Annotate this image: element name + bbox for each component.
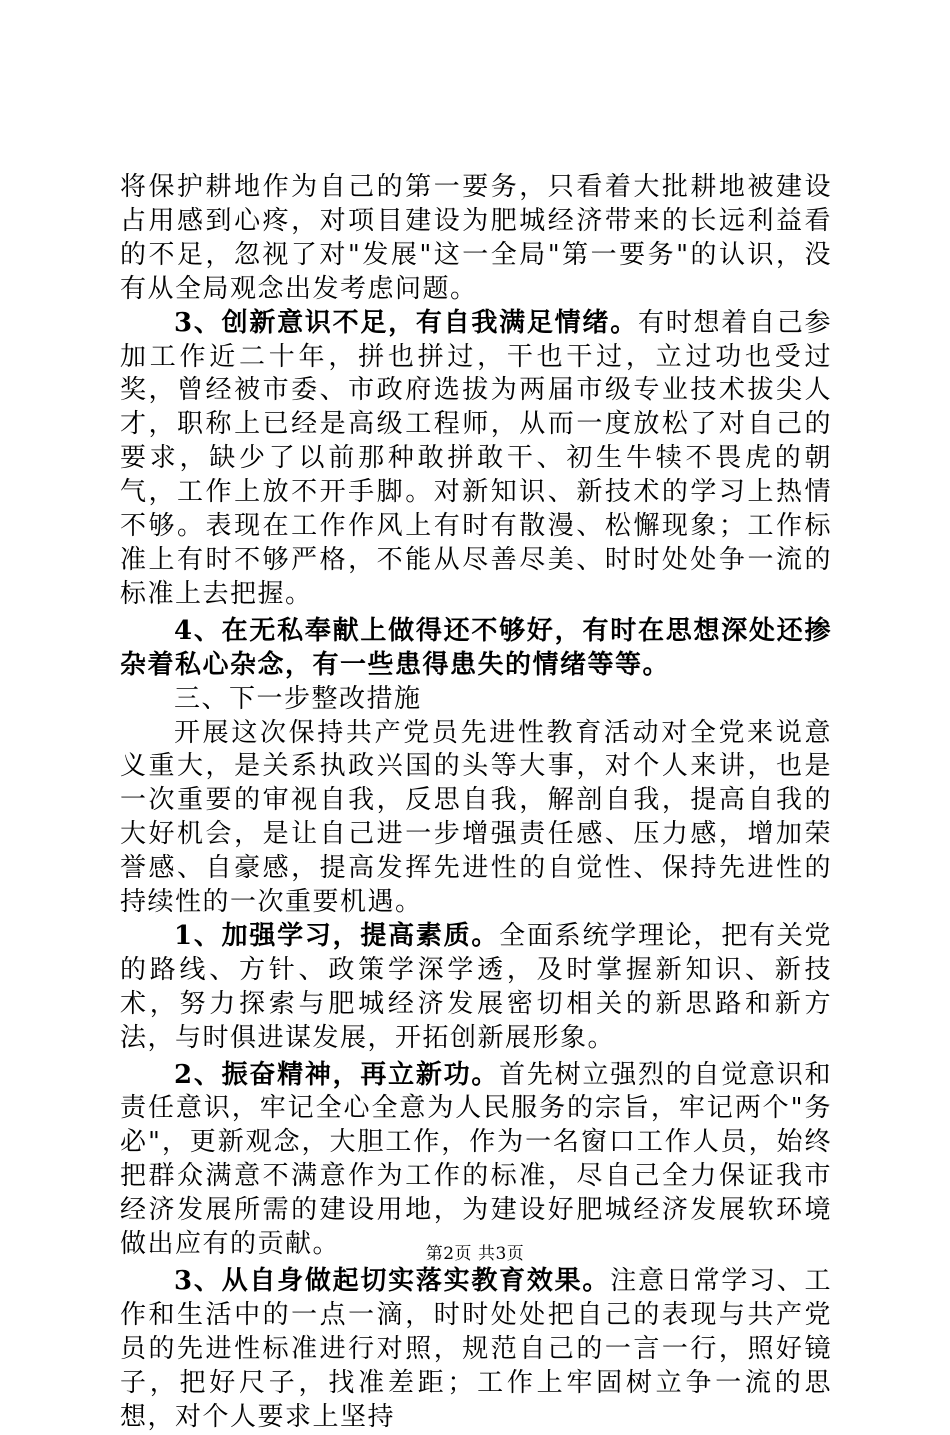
paragraph-self <box>120 1265 832 1435</box>
section-heading <box>120 683 832 717</box>
paragraph-heading: 3、从自身做起切实落实教育效果。 <box>174 1266 611 1296</box>
paragraph-text: 有时想着自己参加工作近二十年，拼也拼过，干也干过，立过功也受过奖，曾经被市委、市政府选拔为两届市级专业技术拔尖人才，职称上已经是高级工程师，从而一度放松了对自己的要求，缺少了以前那种敢拼敢干、初生牛犊不畏虎的朝气，工作上放不开手脚。对新知识、新技术的学习上热情不够。表现在工作作风上有时有散漫、松懈现象；工作标准上有时不够严格，不能从尽善尽美、时时处处争一流的标准上去把握。 <box>120 307 832 609</box>
paragraph-intro <box>120 717 832 920</box>
paragraph-innovation <box>120 307 832 612</box>
paragraph-heading: 1、加强学习，提高素质。 <box>174 920 500 951</box>
page-number: 第2页 共3页 <box>425 1244 525 1264</box>
paragraph-text: 首先树立强烈的自觉意识和责任意识，牢记全心全意为人民服务的宗旨，牢记两个"务必"，更新观念，大胆工作，作为一名窗口工作人员，始终把群众满意不满意作为工作的标准，尽自己全力保证我市经济发展所需的建设用地，为建设好肥城经济发展软环境做出应有的贡献。 <box>120 1059 832 1260</box>
paragraph-dedication <box>120 615 832 683</box>
paragraph-spirit <box>120 1059 832 1262</box>
paragraph-text: 三、下一步整改措施 <box>174 683 422 714</box>
paragraph-study <box>120 920 832 1056</box>
paragraph-continuation <box>120 171 832 307</box>
paragraph-text: 全面系统学理论，把有关党的路线、方针、政策学深学透，及时掌握新知识、新技术，努力探索与肥城经济发展密切相关的新思路和新方法，与时俱进谋发展，开拓创新展形象。 <box>120 920 832 1053</box>
paragraph-text: 注意日常学习、工作和生活中的一点一滴，时时处处把自己的表现与共产党员的先进性标准进行对照，规范自己的一言一行，照好镜子，把好尺子，找准差距；工作上牢固树立争一流的思想，对个人要求上坚持 <box>120 1266 832 1432</box>
paragraph-heading: 4、在无私奉献上做得还不够好，有时在思想深处还掺杂着私心杂念，有一些患得患失的情绪等等。 <box>120 615 832 680</box>
paragraph-heading: 3、创新意识不足，有自我满足情绪。 <box>174 307 638 338</box>
paragraph-text: 开展这次保持共产党员先进性教育活动对全党来说意义重大，是关系执政兴国的头等大事，对个人来讲，也是一次重要的审视自我，反思自我，解剖自我，提高自我的大好机会，是让自己进一步增强责任感、压力感，增加荣誉感、自豪感，提高发挥先进性的自觉性、保持先进性的持续性的一次重要机遇。 <box>120 717 832 918</box>
paragraph-heading: 2、振奋精神，再立新功。 <box>174 1059 500 1090</box>
paragraph-text: 将保护耕地作为自己的第一要务，只看着大批耕地被建设占用感到心疼，对项目建设为肥城经济带来的长远利益看的不足，忽视了对"发展"这一全局"第一要务"的认识，没有从全局观念出发考虑问题。 <box>120 172 832 304</box>
